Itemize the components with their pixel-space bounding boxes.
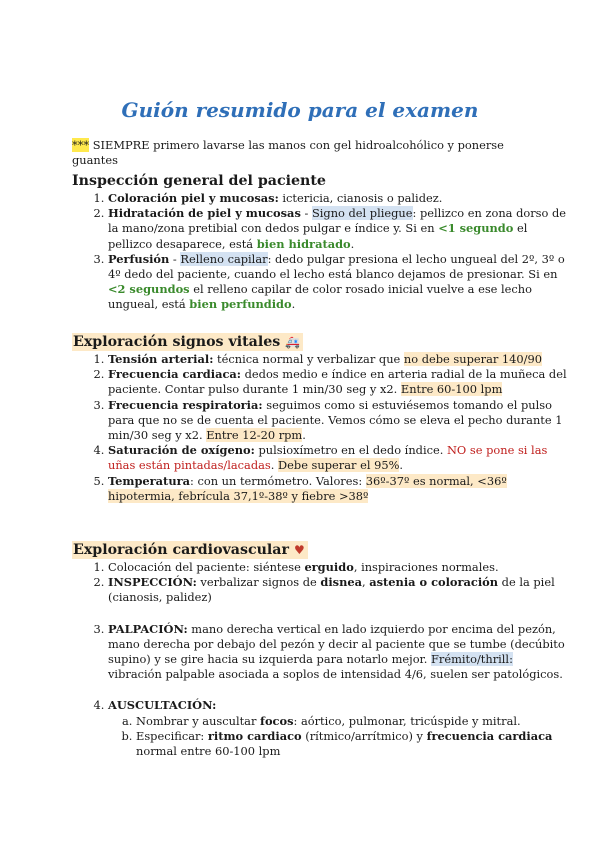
item-label: Hidratación de piel y mucosas — [108, 206, 301, 221]
highlight-text: Entre 60-100 lpm — [400, 382, 503, 397]
item-text: vibración palpable asociada a soplos de intensidad 4/6, suelen ser patológicos. — [108, 667, 563, 682]
item-label: PALPACIÓN: — [108, 621, 188, 636]
anatomical-heart-icon: ♥ — [293, 543, 305, 557]
item-text: el pellizco desaparece, está — [108, 221, 528, 251]
list-item — [108, 698, 568, 759]
list-item — [108, 474, 568, 504]
intro-stars: *** — [72, 138, 90, 152]
ambulance-icon: 🚑 — [285, 335, 301, 349]
intro-text: SIEMPRE primero lavarse las manos con gel hidroalcohólico y ponerse guantes — [72, 138, 504, 167]
item-text: . — [270, 458, 279, 473]
highlight-text: Entre 12-20 rpm — [206, 428, 303, 443]
item-text: Nombrar y auscultar — [136, 713, 261, 728]
list-item — [108, 560, 568, 575]
item-text: Colocación del paciente: siéntese — [108, 560, 305, 574]
list-item — [108, 206, 568, 252]
bold-text: disnea — [320, 575, 362, 590]
item-text: dedos medio e índice en arteria radial de la muñeca del paciente. Contar pulso durante 1 min/30 seg y x2. — [108, 367, 567, 397]
intro-note — [72, 138, 542, 168]
list-item — [108, 575, 568, 605]
highlight-text: no debe superar 140/90 — [403, 352, 542, 366]
signos-vitales-list — [72, 352, 568, 504]
list-item: 4. Saturación de oxígeno: pulsioxímetro en el dedo índice. NO se pone si las uñas están pintadas/lacadas. Debe superar el 95%. — [108, 443, 568, 473]
item-label: Frecuencia respiratoria: — [108, 397, 263, 412]
green-text: <1 segundo — [438, 221, 514, 236]
item-text: mano derecha vertical en lado izquierdo por encima del pezón, mano derecha por debajo del pezón y decir al paciente que se tumbe (decúbito supino) y se gire hacia su izquierda para notarlo mejor. — [108, 621, 565, 667]
bold-text: focos — [260, 713, 294, 728]
cardiovascular-list — [72, 560, 568, 759]
page-title: Guión resumido para el examen — [121, 98, 479, 122]
item-text: , inspiraciones normales. — [353, 560, 499, 574]
item-label: Frecuencia cardiaca: — [108, 367, 241, 382]
item-text: verbalizar signos de — [196, 575, 321, 590]
item-text: - — [300, 206, 312, 221]
item-text: normal entre 60-100 lpm — [136, 744, 281, 759]
item-text: (rítmico/arrítmico) y — [301, 728, 427, 743]
bold-text: ritmo cardiaco — [207, 728, 302, 743]
list-item: 3. Frecuencia respiratoria: seguimos como si estuviésemos tomando el pulso para que no se de cuenta el paciente. Vemos cómo se eleva el pecho durante 1 min/30 seg y x2. Entre 12-20 rpm. — [108, 398, 568, 444]
heading-text: Exploración cardiovascular — [73, 542, 289, 558]
item-label: Tensión arterial: — [108, 352, 214, 366]
warning-text: NO se pone si las uñas están pintadas/lacadas — [108, 443, 548, 473]
item-text: de la piel (cianosis, palidez) — [108, 575, 555, 605]
bold-text: frecuencia cardiaca — [426, 728, 553, 743]
highlight-text: Debe superar el 95% — [278, 458, 400, 473]
item-text: técnica normal y verbalizar que — [213, 352, 404, 366]
heading-text: Exploración signos vitales — [73, 334, 281, 350]
highlight-text: Signo del pliegue — [311, 206, 413, 221]
section-heading-signos-vitales — [72, 333, 303, 351]
bold-text: astenia o coloración — [369, 575, 499, 590]
list-item — [108, 367, 568, 397]
item-text: : con un termómetro. Valores: — [190, 473, 366, 488]
item-text: - — [169, 251, 181, 266]
green-text: <2 segundos — [108, 282, 190, 297]
item-label: Temperatura — [108, 473, 190, 488]
item-text: ictericia, cianosis o palidez. — [278, 191, 443, 205]
bold-text: erguido — [304, 560, 354, 574]
item-text: : pellizco en zona dorso de la mano/zona pretibial con dedos pulgar e índice y. Si en — [108, 206, 567, 236]
item-label: Saturación de oxígeno: — [108, 443, 255, 458]
highlight-text: Relleno capilar — [180, 251, 268, 266]
sub-list-item — [136, 714, 568, 729]
inspeccion-list — [72, 191, 568, 313]
item-text: : aórtico, pulmonar, tricúspide y mitral. — [293, 713, 521, 728]
section-heading-cardiovascular — [72, 541, 308, 559]
item-text: . — [350, 236, 355, 251]
item-text: . — [291, 297, 296, 312]
list-item — [108, 622, 568, 683]
highlight-text: 36º-37º es normal, <36º hipotermia, febrícula 37,1º-38º y fiebre >38º — [108, 473, 507, 503]
item-text: Especificar: — [136, 728, 208, 743]
list-item — [108, 252, 568, 313]
sub-list-item — [136, 729, 568, 759]
highlight-text: Frémito/thrill: — [430, 652, 513, 667]
item-text: pulsioxímetro en el dedo índice. — [254, 443, 447, 458]
green-text: bien perfundido — [189, 297, 292, 312]
green-text: bien hidratado — [256, 236, 351, 251]
item-label: Coloración piel y mucosas: — [108, 191, 279, 205]
item-text: el relleno capilar de color rosado inicial vuelve a ese lecho ungueal, está — [108, 282, 533, 312]
list-item — [108, 352, 568, 367]
auscultacion-sublist — [108, 714, 568, 760]
list-item — [108, 191, 568, 206]
item-text: seguimos como si estuviésemos tomando el pulso para que no se de cuenta el paciente. Vemos cómo se eleva el pecho durante 1 min/30 seg y x2. — [108, 397, 563, 443]
item-label: INSPECCIÓN: — [108, 575, 197, 590]
item-text: : dedo pulgar presiona el lecho ungueal del 2º, 3º o 4º dedo del paciente, cuando el lecho está blanco dejamos de presionar. Si en — [108, 251, 565, 282]
item-label: Perfusión — [108, 251, 170, 266]
section-heading-inspeccion: Inspección general del paciente — [72, 173, 326, 189]
item-text: , — [362, 575, 370, 590]
item-label: AUSCULTACIÓN: — [108, 698, 217, 713]
